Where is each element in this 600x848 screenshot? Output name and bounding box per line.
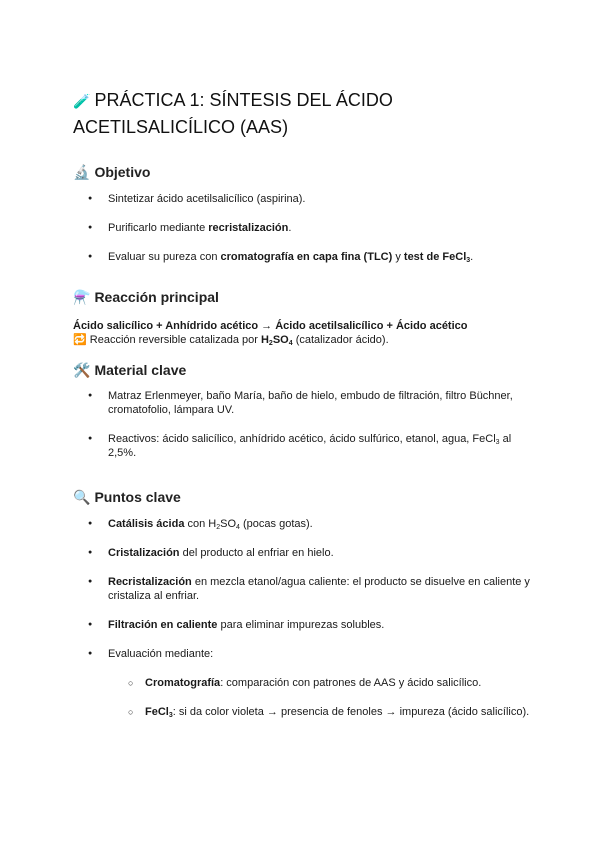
reaction-note: 🔁 Reacción reversible catalizada por $H_2SO_4$ (catalizador ácido).	[73, 333, 389, 347]
reaction-equation: Ácido salicílico + Anhídrido acético → Ácido acetilsalicílico + Ácido acético	[73, 320, 468, 332]
title-line-1: PRÁCTICA 1: SÍNTESIS DEL ÁCIDO	[94, 90, 393, 110]
alembic-icon: ⚗️	[73, 290, 91, 306]
tools-icon: 🛠️	[73, 363, 91, 379]
evaluation-sublist	[73, 676, 533, 719]
list-item: ● Matraz Erlenmeyer, baño María, baño de hielo, embudo de filtración, filtro Büchner, cromatofolio, lámpara UV.	[73, 389, 533, 417]
sub-list-item: ○ Cromatografía: comparación con patrones de AAS y ácido salicílico.	[73, 676, 533, 690]
magnifier-icon: 🔍	[73, 490, 91, 506]
page-title	[73, 88, 533, 140]
list-item: ● Recristalización en mezcla etanol/agua caliente: el producto se disuelve en caliente y cristaliza al enfriar.	[73, 575, 533, 603]
list-item: ● Filtración en caliente para eliminar impurezas solubles.	[73, 618, 533, 632]
list-item: ● Cristalización del producto al enfriar en hielo.	[73, 546, 533, 560]
microscope-icon: 🔬	[73, 165, 91, 181]
list-item: ● Sintetizar ácido acetilsalicílico (aspirina).	[73, 192, 533, 206]
puntos-heading: 🔍 Puntos clave	[73, 489, 181, 506]
objetivo-heading: 🔬 Objetivo	[73, 164, 151, 181]
document-page	[73, 88, 533, 719]
title-line-2: ACETILSALICÍLICO (AAS)	[73, 117, 289, 137]
material-list	[73, 389, 533, 460]
list-item: ● Purificarlo mediante recristalización.	[73, 221, 533, 235]
list-item: ● Evaluación mediante:	[73, 647, 533, 661]
test-tube-icon: 🧪	[73, 94, 91, 110]
material-heading: 🛠️ Material clave	[73, 362, 187, 379]
puntos-list	[73, 517, 533, 661]
reaccion-heading: ⚗️ Reacción principal	[73, 289, 219, 306]
list-item: ● Reactivos: ácido salicílico, anhídrido acético, ácido sulfúrico, etanol, agua, FeCl$_3$ al 2,5%.	[73, 432, 533, 460]
repeat-icon: 🔁	[73, 333, 87, 346]
objetivo-list	[73, 192, 533, 264]
list-item: ● Evaluar su pureza con cromatografía en capa fina (TLC) y test de FeCl$_3$.	[73, 250, 533, 264]
list-item: ● Catálisis ácida con $H_2SO_4$ (pocas gotas).	[73, 517, 533, 531]
sub-list-item: ○ FeCl$_3$: si da color violeta → presencia de fenoles → impureza (ácido salicílico).	[73, 705, 533, 719]
